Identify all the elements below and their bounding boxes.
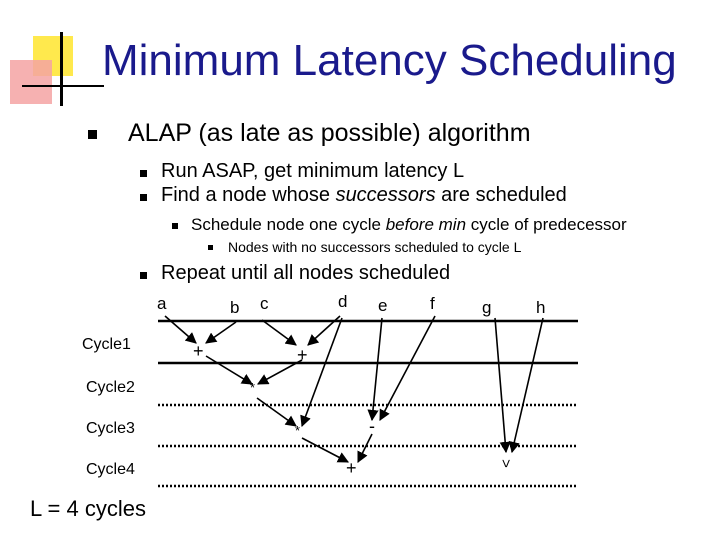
schedule-node-part-c: cycle of predecessor: [466, 215, 627, 234]
bullet-alap: ALAP (as late as possible) algorithm: [128, 119, 531, 147]
cycle-label-2: Cycle2: [86, 379, 135, 396]
bullet-no-successors: Nodes with no successors scheduled to cycle L: [228, 239, 522, 255]
cycle-label-4: Cycle4: [86, 461, 135, 478]
node-label-b: b: [230, 298, 240, 317]
node-label-h: h: [536, 298, 546, 317]
edge-mul2-to-add3: [302, 438, 348, 462]
find-node-emphasis: successors: [335, 184, 436, 206]
op-mul-cycle3: *: [295, 423, 301, 438]
op-add-cycle1-left: +: [193, 341, 204, 361]
schedule-node-part-a: Schedule node one cycle: [191, 215, 386, 234]
find-node-prefix: Find a node whose: [161, 184, 336, 206]
edge-sub-to-add3: [358, 434, 372, 462]
node-label-a: a: [157, 294, 167, 313]
node-label-e: e: [378, 296, 388, 315]
edge-e-to-sub: [372, 318, 382, 420]
op-add-cycle4: +: [346, 458, 357, 478]
edge-mul1-to-mul2: [257, 398, 296, 426]
edge-d-to-mul2: [302, 318, 342, 426]
node-label-c: c: [260, 294, 269, 313]
bullet-run-asap: Run ASAP, get minimum latency L: [161, 160, 465, 182]
op-add-cycle1-right: +: [297, 345, 308, 365]
latency-result: L = 4 cycles: [30, 496, 146, 521]
node-label-d: d: [338, 292, 348, 311]
cycle-label-3: Cycle3: [86, 420, 135, 437]
op-sub-cycle3: -: [369, 416, 375, 436]
edge-g-to-lt: [495, 318, 506, 452]
schedule-node-part-b: before min: [385, 215, 467, 234]
edge-b-to-add1: [206, 322, 236, 343]
cycle-label-1: Cycle1: [82, 336, 131, 353]
edge-c-to-add2: [262, 320, 296, 345]
edge-add1-to-mul1: [206, 356, 252, 384]
node-label-g: g: [482, 298, 492, 317]
node-label-f: f: [430, 294, 435, 313]
bullet-repeat: Repeat until all nodes scheduled: [161, 262, 451, 284]
op-mul-cycle2: *: [250, 380, 256, 395]
edge-h-to-lt: [512, 318, 543, 452]
slide-title: Minimum Latency Scheduling: [102, 36, 677, 85]
op-lt-cycle4: <: [497, 459, 515, 468]
find-node-suffix: are scheduled: [435, 184, 567, 206]
